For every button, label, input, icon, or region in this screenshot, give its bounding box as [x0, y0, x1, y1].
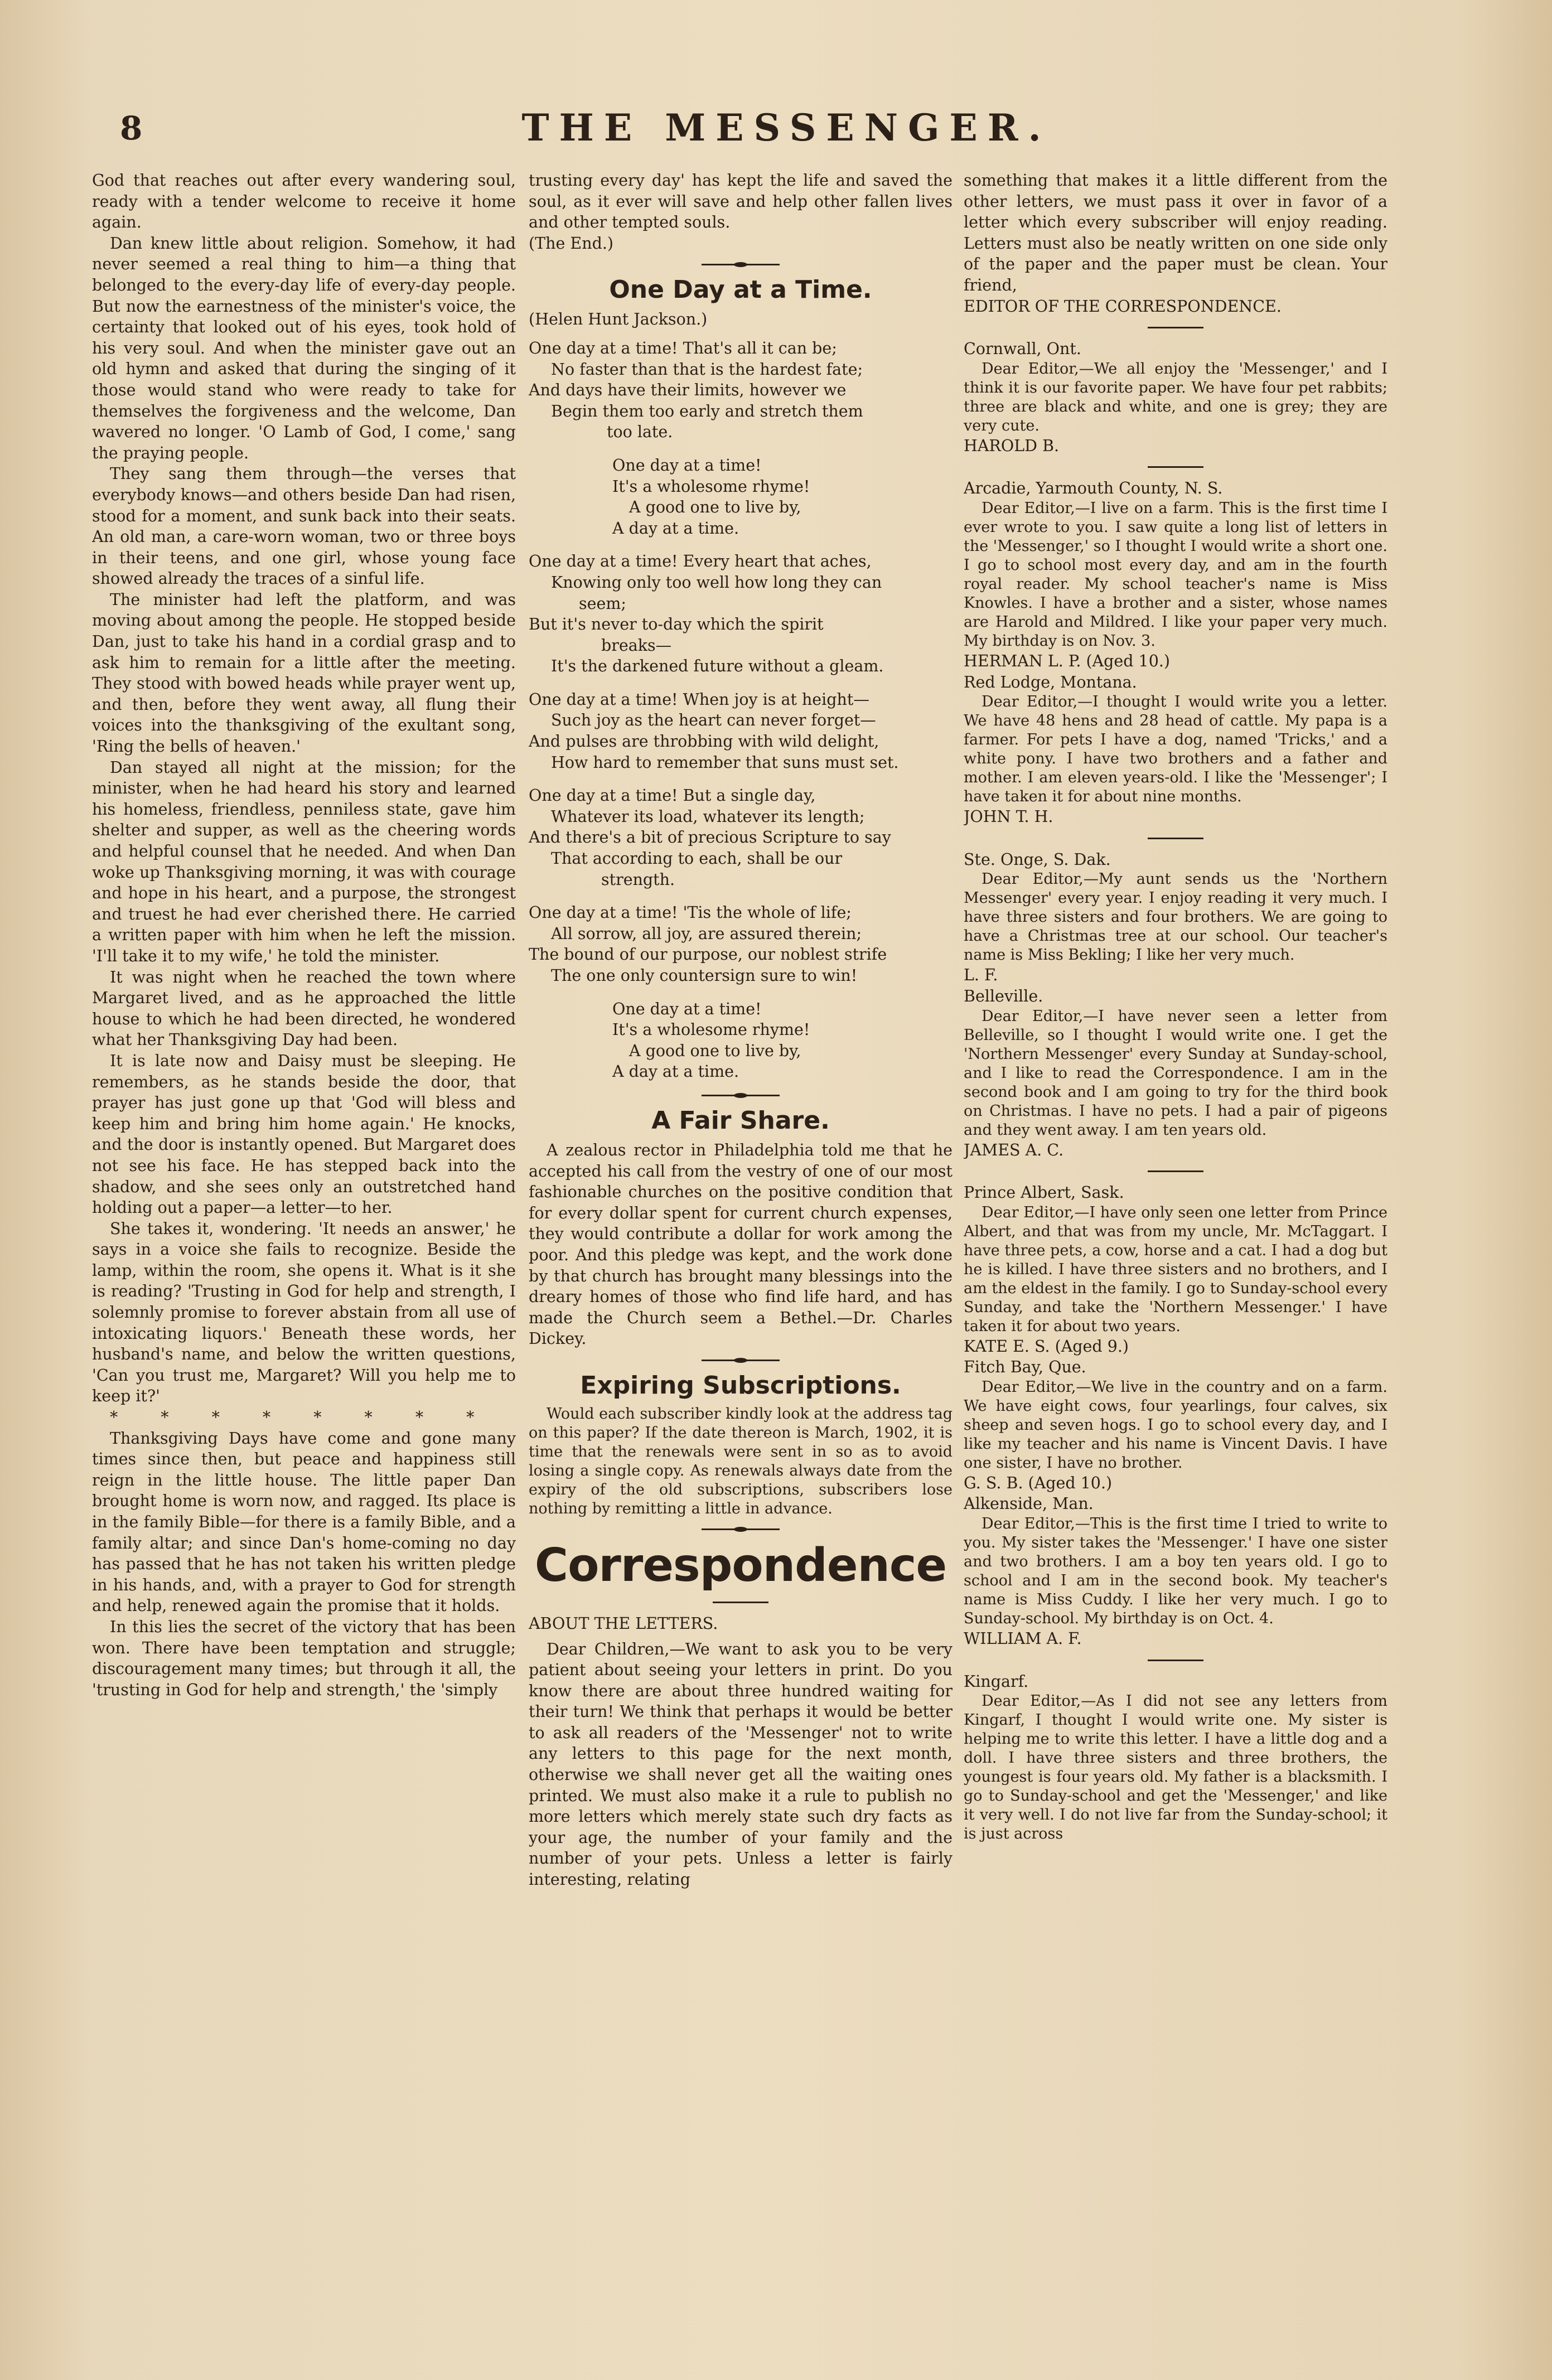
- poem-line: One day at a time! 'Tis the whole of life;: [529, 903, 852, 922]
- section-title: Correspondence: [534, 1539, 947, 1592]
- letter: [964, 1493, 1387, 1649]
- paragraph: They sang them through—the verses that everybody knows—and others beside Dan had risen, stood for a moment, and sunk back into their seats. An old man, a care-worn woman, two or three boys in their teens, and one girl, whose young face showed already the traces of a sinful life.: [92, 465, 516, 588]
- article-title: A Fair Share.: [651, 1106, 830, 1135]
- rule-divider: [713, 1602, 768, 1603]
- paragraph: It was night when he reached the town where Margaret lived, and as he approached the little house to which he had been directed, he wondered what her Thanksgiving Day had been.: [92, 968, 516, 1049]
- letter: [964, 672, 1387, 828]
- letter-signature: KATE E. S. (Aged 9.): [964, 1337, 1129, 1356]
- subsection-title: ABOUT THE LETTERS.: [529, 1614, 718, 1633]
- the-end: (The End.): [529, 234, 613, 253]
- letter: [964, 1170, 1387, 1357]
- letter-text: Dear Editor,—This is the first time I tried to write to you. My sister takes the 'Messenger.' I have one sister and two brothers. I am a boy ten years old. I go to school and I am in the second book. My teacher's name is Miss Cuddy. I like her very much. I go to Sunday-school. My birthday is on Oct. 4.: [964, 1515, 1387, 1628]
- column-3: [964, 170, 1387, 2233]
- paragraph: Dear Children,—We want to ask you to be very patient about seeing your letters in print. Do you know there are about three hundred waiting for their turn! We think that perhaps it would be better to ask all readers of the 'Messenger' not to write any letters to this page for the next month, otherwise we shall never get all the waiting ones printed. We must also make it a rule to publish no more letters which merely state such dry facts as your age, the number of your family and the number of your pets. Unless a letter is fairly interesting, relating: [529, 1639, 953, 1889]
- poem-line: A day at a time.: [612, 519, 739, 538]
- poem-line: That according to each, shall be our: [551, 849, 843, 868]
- paragraph: The minister had left the platform, and was moving about among the people. He stopped beside Dan, just to take his hand in a cordial grasp and to ask him to remain for a little after the meeting. They stood with bowed heads while prayer went up, and then, before they went away, all flung their voices into the thanksgiving of the exultant song, 'Ring the bells of heaven.': [92, 590, 516, 756]
- notice-title: Expiring Subscriptions.: [580, 1371, 901, 1400]
- column-2: [529, 170, 953, 2233]
- rule-divider: [1148, 466, 1203, 468]
- letter-text: Dear Editor,—We live in the country and on a farm. We have eight cows, four yearlings, four calves, six sheep and seven hogs. I go to school every day, and I like my teacher and his name is Vincent Davis. I have one sister, I have no brother.: [964, 1378, 1387, 1472]
- letter-text: Dear Editor,—We all enjoy the 'Messenger,' and I think it is our favorite paper. We have four pet rabbits; three are black and white, and one is grey; they are very cute.: [964, 360, 1387, 434]
- poem-line: One day at a time!: [612, 456, 762, 475]
- letter-place: Arcadie, Yarmouth County, N. S.: [964, 479, 1223, 498]
- letter-place: Kingarf.: [964, 1672, 1029, 1691]
- poem-line: It's the darkened future without a gleam.: [551, 657, 884, 676]
- letter-place: Prince Albert, Sask.: [964, 1183, 1124, 1202]
- paragraph: She takes it, wondering. 'It needs an answer,' he says in a voice she fails to recognize. Beside the lamp, within the room, she opens it. What is it she is reading? 'Trusting in God for help and strength, I solemnly promise to forever abstain from all use of intoxicating liquors.' Beneath these words, her husband's name, and below the written questions, 'Can you trust me, Margaret? Will you help me to keep it?': [92, 1219, 516, 1406]
- page-number: 8: [120, 109, 143, 147]
- paragraph: Dan knew little about religion. Somehow, it had never seemed a real thing to him—a thing that belonged to the every-day life of every-day people. But now the earnestness of the minister's voice, the certainty that looked out of his eyes, took hold of his very soul. And when the minister gave out an old hymn and asked that during the singing of it those would stand who were ready to take for themselves the forgiveness and the welcome, Dan wavered no longer. 'O Lamb of God, I come,' sang the praying people.: [92, 234, 516, 462]
- poem-line: One day at a time! Every heart that aches,: [529, 552, 872, 571]
- masthead-title: THE MESSENGER.: [521, 106, 1051, 149]
- poem-author: (Helen Hunt Jackson.): [529, 310, 708, 329]
- paragraph: trusting every day' has kept the life and saved the soul, as it ever will save and help other fallen lives and other tempted souls.: [529, 171, 953, 232]
- rule-divider: [1148, 327, 1203, 328]
- poem-line: A good one to live by,: [629, 498, 801, 517]
- poem-line: And there's a bit of precious Scripture to say: [529, 828, 891, 847]
- letter: [964, 327, 1387, 456]
- poem-line: But it's never to-day which the spirit: [529, 615, 824, 634]
- poem-line: too late.: [607, 423, 673, 442]
- letter-signature: HAROLD B.: [964, 436, 1060, 455]
- poem-refrain: [529, 999, 953, 1082]
- poem-stanza: [529, 902, 953, 986]
- poem-line: One day at a time! When joy is at height—: [529, 690, 869, 709]
- letter-place: Cornwall, Ont.: [964, 340, 1081, 359]
- letters-list: [964, 327, 1387, 1844]
- poem-line: The one only countersign sure to win!: [551, 966, 858, 985]
- poem-line: No faster than that is the hardest fate;: [551, 360, 863, 379]
- page-header: [120, 106, 1453, 156]
- paragraph: In this lies the secret of the victory that has been won. There have been temptation and struggle; discouragement many times; but through it all, the 'trusting in God for help and strength,' the 'simply: [92, 1617, 516, 1699]
- paragraph: Would each subscriber kindly look at the address tag on this paper? If the date thereon is March, 1902, it is time that the renewals were sent in so as to avoid losing a single copy. As renewals always date from the expiry of the old subscriptions, subscribers lose nothing by remitting a little in advance.: [529, 1405, 953, 1517]
- letter-place: Alkenside, Man.: [964, 1494, 1094, 1513]
- poem-line: Whatever its load, whatever its length;: [551, 807, 865, 826]
- letter-text: Dear Editor,—I have never seen a letter from Belleville, so I thought I would write one. I get the 'Northern Messenger' every Sunday at Sunday-school, and I like to read the Correspondence. I am in the second book and I am going to try for the third book on Christmas. I have no pets. I had a pair of pigeons and they went away. I am ten years old.: [964, 1007, 1387, 1139]
- paragraph: Thanksgiving Days have come and gone many times since then, but peace and happiness still reign in the little house. The little paper Dan brought home is worn now, and ragged. Its place is in the family Bible—for there is a family Bible, and a family altar; and since Dan's home-coming no day has passed that he has not taken his written pledge in his hands, and, with a prayer to God for strength and help, renewed again the promise that it holds.: [92, 1429, 516, 1615]
- poem-line: One day at a time! That's all it can be;: [529, 338, 837, 357]
- poem-line: Begin them too early and stretch them: [551, 401, 863, 420]
- letter-place: Fitch Bay, Que.: [964, 1358, 1086, 1377]
- letter-text: Dear Editor,—I thought I would write you a letter. We have 48 hens and 28 head of cattle. My papa is a farmer. For pets I have a dog, named 'Tricks,' and a white pony. I have two brothers and a father and mother. I am eleven years-old. I like the 'Messenger'; I have taken it for about nine months.: [964, 693, 1387, 806]
- poem-line: It's a wholesome rhyme!: [612, 477, 810, 496]
- letter-place: Red Lodge, Montana.: [964, 673, 1137, 691]
- editor-signature: EDITOR OF THE CORRESPONDENCE.: [964, 297, 1282, 316]
- poem-line: seem;: [579, 594, 626, 613]
- letter-signature: WILLIAM A. F.: [964, 1629, 1082, 1648]
- poem-line: One day at a time!: [612, 999, 762, 1018]
- poem-line: It's a wholesome rhyme!: [612, 1020, 810, 1039]
- paragraph: It is late now and Daisy must be sleeping. He remembers, as he stands beside the door, that prayer has just gone up that 'God will bless and keep him and bring him home again.' He knocks, and the door is instantly opened. But Margaret does not see his face. He has stepped back into the shadow, and she sees only an outstretched hand holding out a paper—a letter—to her.: [92, 1051, 516, 1217]
- poem-line: And pulses are throbbing with wild delight,: [529, 732, 879, 751]
- paragraph: something that makes it a little different from the other letters, we must pass it over in favor of a letter which every subscriber will enjoy reading. Letters must also be neatly written on one side only of the paper and the paper must be clean. Your friend,: [964, 171, 1387, 294]
- letter-signature: HERMAN L. P. (Aged 10.): [964, 651, 1170, 670]
- letter-signature: L. F.: [964, 966, 998, 985]
- letter: [964, 986, 1387, 1160]
- poem-title: One Day at a Time.: [609, 275, 872, 304]
- poem-refrain: [529, 455, 953, 539]
- poem-line: The bound of our purpose, our noblest strife: [529, 945, 887, 964]
- paragraph: God that reaches out after every wandering soul, ready with a tender welcome to receive it home again.: [92, 171, 516, 232]
- ornament-divider: [702, 264, 780, 265]
- letter-text: Dear Editor,—I live on a farm. This is the first time I ever wrote to you. I saw quite a long list of letters in the 'Messenger,' so I thought I would write a short one. I go to school most every day, and am in the fourth royal reader. My school teacher's name is Miss Knowles. I have a brother and a sister, whose names are Harold and Mildred. I like your paper very much. My birthday is on Nov. 3.: [964, 499, 1387, 650]
- paragraph: Dan stayed all night at the mission; for the minister, when he had heard his story and learned his homeless, friendless, penniless state, gave him shelter and supper, as well as the cheering words and helpful counsel that he needed. And when Dan woke up Thanksgiving morning, it was with courage and hope in his heart, and a purpose, the strongest and truest he had ever cherished there. He carried a written paper with him when he left the mission. 'I'll take it to my wife,' he told the minister.: [92, 758, 516, 965]
- poem-stanza: [529, 785, 953, 890]
- poem-line: Knowing only too well how long they can: [551, 573, 882, 592]
- letter-text: Dear Editor,—My aunt sends us the 'Northern Messenger' every year. I enjoy reading it very much. I have three sisters and four brothers. We are going to have a Christmas tree at our school. Our teacher's name is Miss Bekling; I like her very much.: [964, 870, 1387, 964]
- rule-divider: [1148, 1170, 1203, 1172]
- poem-line: A day at a time.: [612, 1062, 739, 1081]
- poem-line: breaks—: [601, 636, 672, 655]
- ornament-divider: [702, 1528, 780, 1530]
- rule-divider: [1148, 838, 1203, 839]
- letter-signature: G. S. B. (Aged 10.): [964, 1473, 1113, 1492]
- ornament-divider: [702, 1360, 780, 1361]
- letter-place: Belleville.: [964, 986, 1043, 1005]
- letter-text: Dear Editor,—As I did not see any letters from Kingarf, I thought I would write one. My sister is helping me to write this letter. I have a little dog and a doll. I have three sisters and three brothers, the youngest is four years old. My father is a blacksmith. I go to Sunday-school and get the 'Messenger,' and like it very well. I do not live far from the Sunday-school; it is just across: [964, 1692, 1387, 1843]
- poem-line: And days have their limits, however we: [529, 381, 847, 400]
- poem-line: One day at a time! But a single day,: [529, 786, 816, 805]
- letter-signature: JOHN T. H.: [964, 807, 1053, 826]
- rule-divider: [1148, 1660, 1203, 1661]
- letter: [964, 1660, 1387, 1844]
- poem: [529, 338, 953, 1082]
- poem-stanza: [529, 551, 953, 677]
- letter-text: Dear Editor,—I have only seen one letter from Prince Albert, and that was from my uncle, Mr. McTaggart. I have three pets, a cow, horse and a cat. I had a dog but he is killed. I have three sisters and no brothers, and I am the eldest in the family. I go to Sunday-school every Sunday, and take the 'Northern Messenger.' I have taken it for about two years.: [964, 1203, 1387, 1335]
- column-1: [92, 170, 516, 2233]
- poem-line: Such joy as the heart can never forget—: [551, 711, 876, 730]
- letter: [964, 1357, 1387, 1493]
- letter: [964, 838, 1387, 986]
- poem-stanza: [529, 689, 953, 773]
- section-break-stars: * * * * * * * *: [110, 1408, 494, 1427]
- poem-line: All sorrow, all joy, are assured therein;: [551, 924, 862, 943]
- poem-line: strength.: [601, 870, 675, 889]
- letter: [964, 466, 1387, 671]
- letter-signature: JAMES A. C.: [964, 1140, 1064, 1159]
- paragraph: A zealous rector in Philadelphia told me that he accepted his call from the vestry of one of our most fashionable churches on the positive condition that for every dollar spent for current church expenses, they would contribute a dollar for work among the poor. And this pledge was kept, and the work done by that church has brought many blessings into the dreary homes of those who find life hard, and has made the Church seem a Bethel.—Dr. Charles Dickey.: [529, 1140, 953, 1348]
- poem-stanza: [529, 338, 953, 443]
- poem-line: A good one to live by,: [629, 1041, 801, 1060]
- poem-line: How hard to remember that suns must set.: [551, 753, 899, 772]
- ornament-divider: [702, 1095, 780, 1096]
- letter-place: Ste. Onge, S. Dak.: [964, 850, 1111, 869]
